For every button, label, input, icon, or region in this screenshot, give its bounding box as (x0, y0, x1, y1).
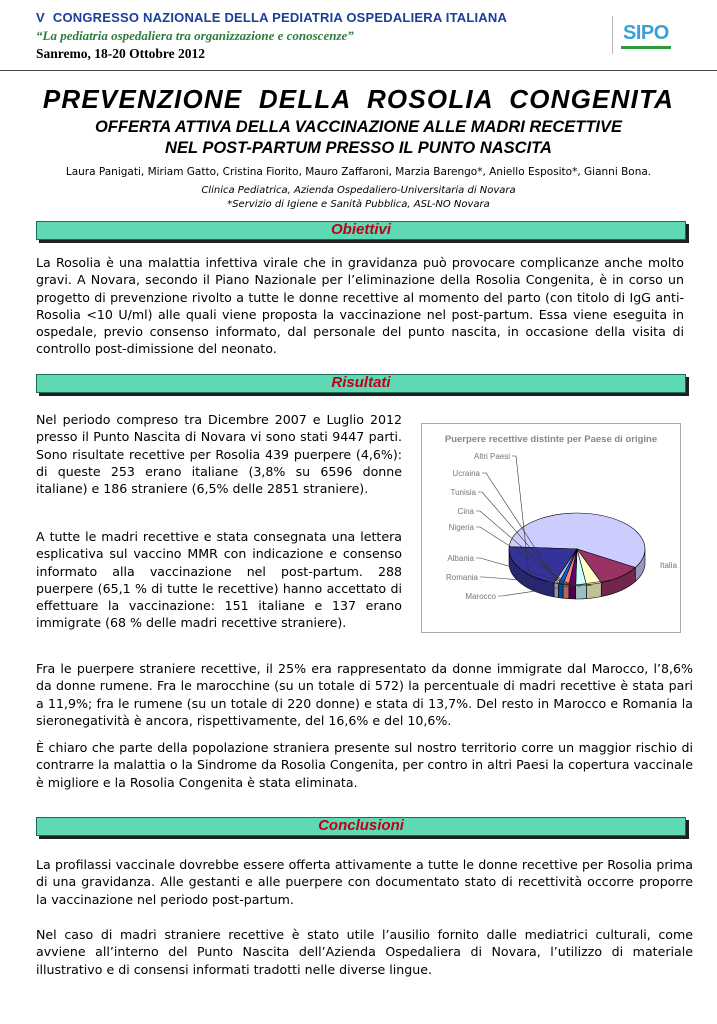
affiliation-1: Clinica Pediatrica, Azienda Ospedaliero-Universitaria di Novara (201, 185, 516, 196)
risultati-text-3: Fra le puerpere straniere recettive, il 25% era rappresentato da donne immigrate dal Marocco, l’8,6% da donne rumene. Fra le marocchine (su un totale di 572) la percentuale di madri recettive è stata pari a 11,9%; fra le rumene (su un totale di 220 donne) e stata di 13,7%. Del resto in Marocco e Romania la sieronegatività è ancora, rispettivamente, del 16,6% e del 10,6%. (36, 661, 693, 728)
pie-slice-side-ucraina (554, 583, 558, 598)
section-risultati-heading: Risultati (331, 374, 391, 391)
slice-label-ucraina: Ucraina (452, 469, 480, 478)
slice-label-cina: Cina (457, 507, 474, 516)
congress-name: V CONGRESSO NAZIONALE DELLA PEDIATRIA OSPEDALIERA ITALIANA (36, 10, 508, 25)
slice-label-nigeria: Nigeria (448, 523, 474, 532)
pie-slice-side-nigeria (569, 585, 576, 599)
slice-label-tunisia: Tunisia (450, 488, 476, 497)
slice-label-altri-paesi: Altri Paesi (473, 452, 510, 461)
slice-label-italia: Italia (660, 561, 677, 570)
section-conclusioni-heading: Conclusioni (318, 817, 404, 834)
authors: Laura Panigati, Miriam Gatto, Cristina Fiorito, Mauro Zaffaroni, Marzia Barengo*, Aniello Esposito*, Gianni Bona. (65, 166, 652, 178)
slice-label-albania: Albania (447, 554, 474, 563)
section-risultati (36, 374, 686, 393)
pie-slice-side-romania (586, 583, 601, 599)
header (0, 0, 717, 71)
chart-title: Puerpere recettive distinte per Paese di origine (444, 434, 658, 445)
poster-subtitle-line-1: OFFERTA ATTIVA DELLA VACCINAZIONE ALLE MADRI RECETTIVE (94, 118, 623, 136)
section-conclusioni (36, 817, 686, 836)
risultati-text-4: È chiaro che parte della popolazione straniera presente sul nostro territorio corre un maggior rischio di contrarre la malattia o la Sindrome da Rosolia Congenita, per contro in altri Paesi la copertura vaccinale è migliore e la Rosolia Congenita è stata eliminata. (36, 740, 693, 790)
logo-text: SIPO (623, 22, 669, 44)
pie-chart (422, 424, 680, 632)
slice-label-romania: Romania (445, 573, 478, 582)
logo-underline (621, 46, 671, 49)
slice-label-marocco: Marocco (465, 592, 496, 601)
poster-title: PREVENZIONE DELLA ROSOLIA CONGENITA (42, 84, 675, 114)
conclusioni-text-2: Nel caso di madri straniere recettive è stato utile l’ausilio fornito dalle mediatrici culturali, come avviene all’interno del Punto Nascita dell’Azienda Ospedaliera di Novara, l’utilizzo di materiale illustrativo e di consensi informati tradotti nelle diverse lingue. (36, 927, 693, 977)
pie-slice-side-albania (576, 585, 587, 599)
sipo-logo (612, 16, 677, 54)
pie-slice-side-tunisia (558, 584, 563, 599)
risultati-text-1: Nel periodo compreso tra Dicembre 2007 e Luglio 2012 presso il Punto Nascita di Novara vi sono stati 9447 parti. Sono risultate recettive per Rosolia 439 puerpere (4,6%): di queste 253 erano italiane (3,8% su 6596 donne italiane) e 186 straniere (6,5% delle 2851 straniere). (36, 412, 402, 497)
section-obiettivi-heading: Obiettivi (330, 221, 391, 238)
affiliation-2: *Servizio di Igiene e Sanità Pubblica, ASL-NO Novara (227, 199, 490, 210)
risultati-text-2: A tutte le madri recettive e stata consegnata una lettera esplicativa sul vaccino MMR con indicazione e consenso informato alla vaccinazione nel post-partum. 288 puerpere (65,1 % di tutte le recettive) hanno accettato di effettuare la vaccinazione: 151 italiane e 137 erano immigrate (68 % delle madri recettive straniere). (36, 529, 402, 631)
pie-chart-panel (421, 423, 681, 633)
section-obiettivi (36, 221, 686, 240)
conclusioni-text-1: La profilassi vaccinale dovrebbe essere offerta attivamente a tutte le donne recettive per Rosolia prima di una gravidanza. Alle gestanti e alle puerpere con documentato stato di recettività occorre proporre la vaccinazione nel periodo post-partum. (36, 857, 693, 907)
footer-bar (0, 1006, 717, 1024)
obiettivi-text: La Rosolia è una malattia infettiva virale che in gravidanza può provocare complicanze anche molto gravi. A Novara, secondo il Piano Nazionale per l’eliminazione della Rosolia Congenita, è in corso un progetto di prevenzione rivolto a tutte le donne recettive al momento del parto (con titolo di IgG anti-Rosolia <10 U/ml) alle quali viene proposta la vaccinazione nel post-partum. Essa viene eseguita in ospedale, previo consenso informato, dal personale del punto nascita, in occasione della visita di controllo post-dimissione del neonato. (36, 255, 684, 357)
congress-tagline: “La pediatria ospedaliera tra organizzazione e conoscenze” (36, 28, 354, 43)
congress-place-date: Sanremo, 18-20 Ottobre 2012 (36, 46, 205, 61)
poster-subtitle-line-2: NEL POST-PARTUM PRESSO IL PUNTO NASCITA (165, 139, 552, 157)
